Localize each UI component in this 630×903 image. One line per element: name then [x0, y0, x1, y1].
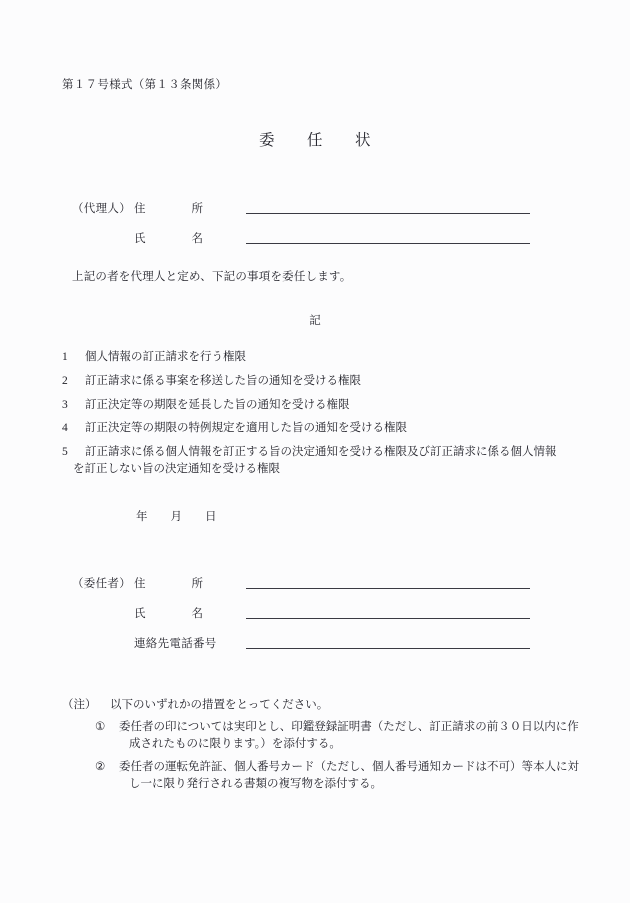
note-text-2 — [119, 759, 592, 794]
notes-heading-row — [62, 697, 592, 714]
agent-name-label: 氏 名 — [134, 233, 203, 245]
authority-number: 3 — [62, 398, 68, 411]
page-title: 委 任 状 — [258, 132, 371, 149]
delegator-phone-label: 連絡先電話番号 — [134, 638, 217, 650]
authority-text-line-1: 訂正請求に係る個人情報を訂正する旨の決定通知を受ける権限及び訂正請求に係る個人情報 — [85, 446, 557, 459]
authority-text: 訂正請求に係る事案を移送した旨の通知を受ける権限 — [85, 374, 361, 387]
list-item — [62, 420, 582, 436]
note-text-1-line-2: 成されたものに限ります。）を添付する。 — [129, 738, 341, 751]
authority-text: 個人情報の訂正請求を行う権限 — [85, 351, 246, 363]
list-item — [62, 444, 582, 477]
notes-section — [62, 697, 592, 794]
authority-text — [62, 446, 582, 477]
agent-address-input-line[interactable] — [246, 213, 530, 214]
authority-number: 2 — [62, 374, 68, 387]
agent-paren-label: （代理人） — [72, 203, 131, 215]
list-item — [95, 759, 592, 794]
agent-name-input-line[interactable] — [246, 243, 530, 244]
list-item — [62, 397, 582, 413]
delegator-address-input-line[interactable] — [246, 588, 530, 589]
note-text-1-line-1: 委任者の印については実印とし、印鑑登録証明書（ただし、訂正請求の前３０日以内に作 — [119, 720, 579, 733]
delegator-address-label: 住 所 — [134, 578, 203, 590]
delegator-address-row — [72, 575, 542, 605]
note-marker-2: ② — [95, 760, 106, 773]
agent-name-row — [72, 230, 542, 260]
authority-number: 4 — [62, 422, 68, 435]
note-text-2-line-1: 委任者の運転免許証、個人番号カード（ただし、個人番号通知カードは不可）等本人に対 — [119, 760, 579, 773]
delegator-name-row — [72, 605, 542, 635]
note-text-1 — [119, 719, 592, 754]
authority-number: 1 — [62, 351, 68, 363]
authority-text: 訂正決定等の期限の特例規定を適用した旨の通知を受ける権限 — [85, 422, 407, 435]
ki-marker: 記 — [309, 315, 321, 327]
delegator-name-label: 氏 名 — [134, 608, 203, 620]
agent-block — [72, 200, 542, 260]
delegator-block — [72, 575, 542, 665]
date-line[interactable]: 年 月 日 — [136, 511, 217, 523]
list-item — [62, 373, 582, 389]
delegator-phone-input-line[interactable] — [246, 648, 530, 649]
note-text-2-line-2: し一に限り発行される書類の複写物を添付する。 — [129, 778, 382, 791]
agent-address-label: 住 所 — [134, 203, 203, 215]
form-number: 第１７号様式（第１３条関係） — [62, 79, 228, 91]
delegation-statement: 上記の者を代理人と定め、下記の事項を委任します。 — [72, 271, 352, 283]
agent-address-row — [72, 200, 542, 230]
authority-text: 訂正決定等の期限を延長した旨の通知を受ける権限 — [85, 398, 350, 411]
delegator-name-input-line[interactable] — [246, 618, 530, 619]
note-marker-1: ① — [95, 720, 106, 733]
authority-number: 5 — [62, 446, 68, 459]
list-item — [95, 719, 592, 754]
notes-heading-text: 以下のいずれかの措置をとってください。 — [110, 699, 329, 711]
delegator-paren-label: （委任者） — [72, 578, 131, 590]
authority-text-line-2: を訂正しない旨の決定通知を受ける権限 — [73, 462, 280, 475]
list-item — [62, 349, 582, 365]
authority-list — [62, 349, 582, 484]
delegator-phone-row — [72, 635, 542, 665]
notes-tag: （注） — [62, 699, 97, 711]
